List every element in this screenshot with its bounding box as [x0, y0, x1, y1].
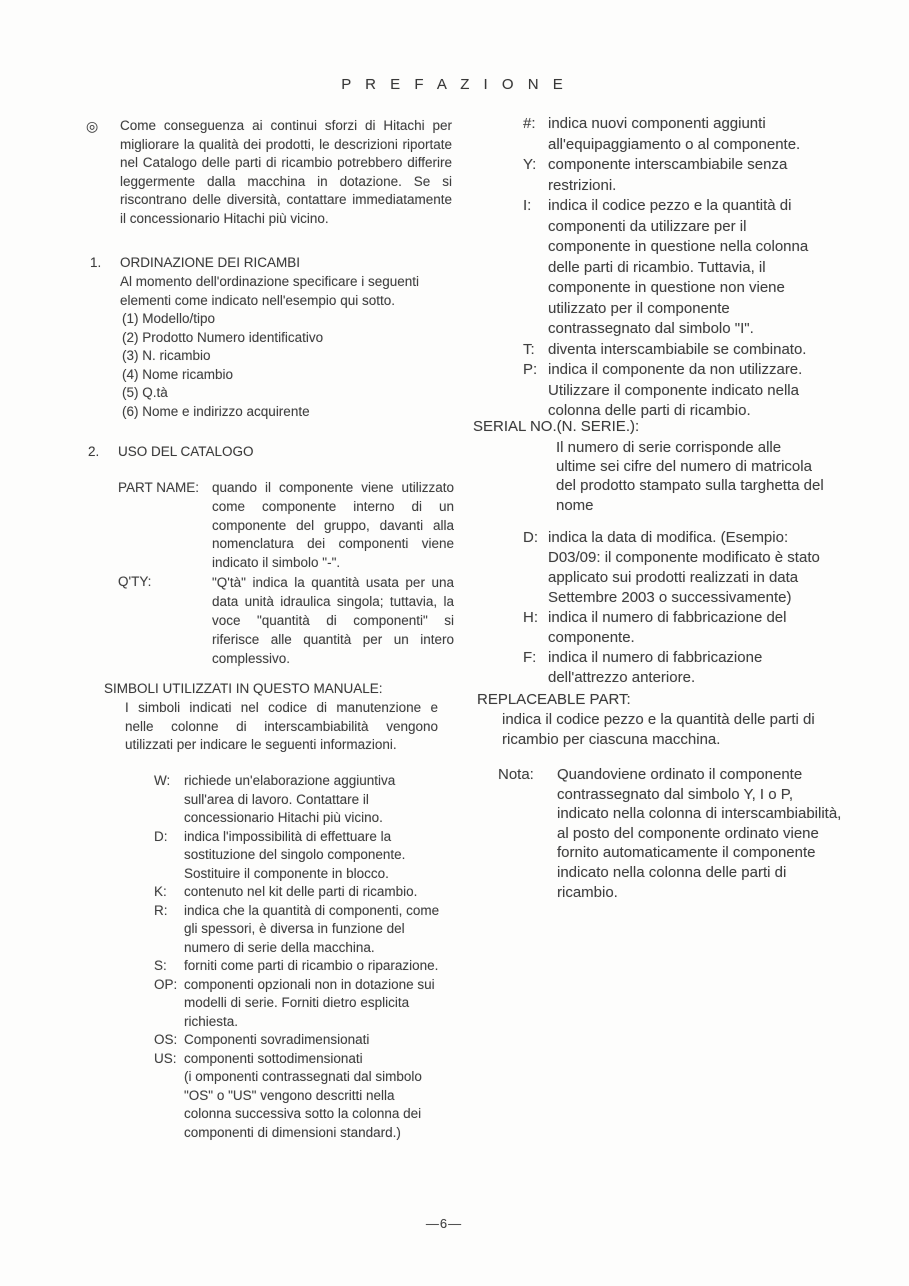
- text-line: nel Catalogo delle parti di ricambio potrebbero differire: [120, 155, 452, 170]
- text-line: indica il codice pezzo e la quantità delle parti di: [502, 711, 815, 728]
- text-line: diventa interscambiabile se combinato.: [548, 340, 807, 358]
- mark-description: [548, 114, 863, 155]
- text-line: (6) Nome e indirizzo acquirente: [122, 403, 310, 419]
- text-line: numero di serie della macchina.: [184, 939, 375, 955]
- text-line: contrassegnato dal simbolo "I".: [548, 320, 754, 337]
- text-line: (1) Modello/tipo: [122, 311, 216, 326]
- mark-entry: [523, 360, 863, 422]
- text-line: sostituzione del singolo componente.: [184, 847, 406, 862]
- symbol-label: W:: [154, 773, 171, 788]
- text-line: ricambio per ciascuna macchina.: [502, 731, 721, 748]
- symbol-description: [184, 772, 454, 828]
- text-line: indicato nella colonna delle parti di: [557, 863, 787, 881]
- text-line: delle parti di ricambio. Tuttavia, il: [548, 258, 766, 276]
- symbol-entry: [154, 902, 454, 958]
- text-line: componente in questione non viene: [548, 279, 785, 296]
- text-line: indica nuovi componenti aggiunti: [548, 115, 766, 132]
- part-name-description: [212, 479, 454, 573]
- text-line: (2) Prodotto Numero identificativo: [122, 329, 324, 345]
- text-line: colonna successiva sotto la colonna dei: [184, 1106, 422, 1121]
- text-line: componenti opzionali non in dotazione sui: [184, 976, 435, 992]
- note-label: Nota:: [498, 766, 534, 783]
- text-line: componenti da utilizzare per il: [548, 217, 747, 235]
- serial-mark-entry: [523, 528, 863, 608]
- text-line: forniti come parti di ricambio o riparazione.: [184, 958, 439, 973]
- text-line: richiesta.: [184, 1013, 239, 1029]
- symbol-entry: [154, 1031, 454, 1050]
- replaceable-part-body: [502, 710, 872, 750]
- text-line: "OS" o "US" vengono descritti nella: [184, 1087, 395, 1103]
- text-line: indicato nella colonna di interscambiabilità,: [557, 805, 842, 823]
- replaceable-part-heading: REPLACEABLE PART:: [477, 691, 631, 708]
- text-line: indica il componente da non utilizzare.: [548, 361, 803, 378]
- mark-label: #:: [523, 115, 536, 132]
- text-line: richiede un'elaborazione aggiuntiva: [184, 773, 396, 788]
- text-line: Come conseguenza ai continui sforzi di Hitachi per: [120, 118, 452, 133]
- text-line: sull'area di lavoro. Contattare il: [184, 791, 369, 807]
- text-line: data unità idraulica singola; tuttavia, la: [212, 594, 454, 609]
- section-1-body: [120, 273, 452, 310]
- text-line: quando il componente viene utilizzato: [212, 480, 454, 495]
- text-line: migliorare la qualità dei prodotti, le descrizioni riportate: [120, 136, 452, 152]
- text-line: componente.: [548, 629, 635, 646]
- text-line: Componenti sovradimensionati: [184, 1032, 370, 1047]
- mark-entry: [523, 340, 863, 361]
- mark-entry: [523, 114, 863, 155]
- text-line: indica che la quantità di componenti, come: [184, 902, 440, 918]
- text-line: (3) N. ricambio: [122, 348, 211, 364]
- text-line: il concessionario Hitachi più vicino.: [120, 210, 329, 226]
- symbol-label: S:: [154, 958, 167, 973]
- text-line: componente in questione nella colonna: [548, 238, 809, 255]
- mark-label: P:: [523, 361, 538, 378]
- text-line: componenti sottodimensionati: [184, 1050, 363, 1066]
- symbol-label: K:: [154, 884, 167, 899]
- text-line: componente del gruppo, davanti alla: [212, 517, 454, 533]
- section-2-heading: USO DEL CATALOGO: [118, 444, 254, 459]
- symbol-description: [184, 828, 454, 884]
- serial-mark-entry: [523, 648, 863, 688]
- text-line: ricambio.: [557, 883, 618, 901]
- text-line: all'equipaggiamento o al componente.: [548, 135, 801, 153]
- text-line: indica la data di modifica. (Esempio:: [548, 529, 789, 546]
- text-line: componente interscambiabile senza: [548, 156, 788, 173]
- page-number: —6—: [425, 1216, 463, 1231]
- mark-label: T:: [523, 340, 535, 358]
- text-line: concessionario Hitachi più vicino.: [184, 810, 383, 825]
- serial-mark-description: [548, 648, 863, 688]
- serial-section-heading: SERIAL NO.(N. SERIE.):: [473, 418, 640, 435]
- text-line: Al momento dell'ordinazione specificare i seguenti: [120, 274, 419, 289]
- serial-mark-description: [548, 608, 863, 648]
- symbol-label: OP:: [154, 976, 178, 992]
- text-line: contenuto nel kit delle parti di ricambio.: [184, 884, 418, 899]
- symbol-label: OS:: [154, 1032, 178, 1047]
- text-line: come componente interno di un: [212, 498, 454, 514]
- text-line: utilizzati per indicare le seguenti informazioni.: [125, 737, 397, 752]
- symbol-label: US:: [154, 1050, 177, 1066]
- text-line: Sostituire il componente in blocco.: [184, 865, 389, 881]
- text-line: indica il codice pezzo e la quantità di: [548, 197, 792, 214]
- serial-mark-label: F:: [523, 649, 537, 666]
- text-line: componenti di dimensioni standard.): [184, 1124, 401, 1140]
- text-line: modelli di serie. Forniti dietro esplicita: [184, 995, 410, 1010]
- section-1-number: 1.: [90, 255, 102, 270]
- intro-paragraph: [120, 117, 452, 228]
- intro-bullet-icon: ◎: [86, 118, 99, 134]
- symbols-list: [154, 772, 454, 1142]
- section-2-number: 2.: [88, 444, 100, 459]
- section-1-item-list: [122, 310, 454, 422]
- mark-label: I:: [523, 197, 532, 214]
- symbol-description: [184, 1050, 454, 1143]
- text-line: applicato sui prodotti realizzati in data: [548, 569, 799, 586]
- symbol-entry: [154, 883, 454, 902]
- symbol-description: [184, 1031, 454, 1050]
- text-line: (5) Q.tà: [122, 385, 168, 401]
- serial-marks-list: [523, 528, 863, 688]
- symbol-entry: [154, 828, 454, 884]
- text-line: nelle colonne di interscambiabilità vengono: [125, 718, 438, 734]
- mark-description: [548, 196, 863, 340]
- symbols-section-intro: [125, 699, 438, 755]
- text-line: Quandoviene ordinato il componente: [557, 766, 803, 783]
- mark-entry: [523, 196, 863, 340]
- text-line: (4) Nome ricambio: [122, 366, 234, 382]
- text-line: ultime sei cifre del numero di matricola: [556, 458, 812, 476]
- text-line: del prodotto stampato sulla targhetta del: [556, 477, 824, 495]
- text-line: D03/09: il componente modificato è stato: [548, 549, 820, 566]
- text-line: leggermente dalla macchina in dotazione. Se si: [120, 173, 452, 189]
- text-line: Settembre 2003 o successivamente): [548, 589, 792, 606]
- symbol-label: D:: [154, 828, 168, 844]
- text-line: indica il numero di fabbricazione: [548, 649, 763, 666]
- text-line: nome: [556, 496, 594, 514]
- mark-description: [548, 340, 863, 361]
- symbol-entry: [154, 1050, 454, 1143]
- interchangeability-marks-list: [523, 114, 863, 422]
- text-line: fornito automaticamente il componente: [557, 844, 816, 862]
- serial-mark-description: [548, 528, 863, 608]
- symbol-description: [184, 902, 454, 958]
- serial-section-body: [556, 438, 866, 515]
- mark-entry: [523, 155, 863, 196]
- text-line: colonna delle parti di ricambio.: [548, 402, 751, 419]
- section-1-heading: ORDINAZIONE DEI RICAMBI: [120, 255, 301, 270]
- text-line: indica il numero di fabbricazione del: [548, 609, 787, 626]
- text-line: "Q'tà" indica la quantità usata per una: [212, 575, 454, 590]
- note-body: [557, 765, 877, 902]
- text-line: voce "quantità di componenti" si: [212, 613, 454, 628]
- text-line: I simboli indicati nel codice di manutenzione e: [125, 700, 438, 715]
- text-line: (i omponenti contrassegnati dal simbolo: [184, 1069, 422, 1084]
- text-line: contrassegnato dal simbolo Y, I o P,: [557, 785, 793, 803]
- text-line: dell'attrezzo anteriore.: [548, 669, 696, 686]
- text-line: Il numero di serie corrisponde alle: [556, 439, 782, 456]
- mark-description: [548, 155, 863, 196]
- text-line: complessivo.: [212, 651, 291, 666]
- symbol-entry: [154, 957, 454, 976]
- symbol-entry: [154, 976, 454, 1032]
- symbol-label: R:: [154, 902, 168, 918]
- symbol-description: [184, 883, 454, 902]
- serial-mark-label: D:: [523, 529, 538, 546]
- text-line: nomenclatura dei componenti viene: [212, 536, 454, 552]
- serial-mark-entry: [523, 608, 863, 648]
- text-line: gli spessori, è diversa in funzione del: [184, 921, 405, 936]
- text-line: elementi come indicato nell'esempio qui sotto.: [120, 292, 395, 308]
- page-title: P R E F A Z I O N E: [341, 76, 568, 93]
- text-line: utilizzato per il componente: [548, 299, 730, 317]
- symbols-section-heading: SIMBOLI UTILIZZATI IN QUESTO MANUALE:: [104, 681, 383, 696]
- text-line: Utilizzare il componente indicato nella: [548, 381, 799, 399]
- text-line: indica l'impossibilità di effettuare la: [184, 828, 392, 844]
- mark-description: [548, 360, 863, 422]
- symbol-description: [184, 957, 454, 976]
- serial-mark-label: H:: [523, 609, 538, 626]
- text-line: al posto del componente ordinato viene: [557, 824, 819, 842]
- symbol-entry: [154, 772, 454, 828]
- text-line: restrizioni.: [548, 176, 617, 194]
- qty-description: [212, 573, 454, 668]
- text-line: riscontrano delle diversità, contattare immediatamente: [120, 192, 452, 207]
- text-line: indicato il simbolo "-".: [212, 555, 341, 571]
- part-name-label: PART NAME:: [118, 480, 200, 495]
- qty-label: Q'TY:: [118, 574, 152, 589]
- symbol-description: [184, 976, 454, 1032]
- text-line: riferisce alle quantità per un intero: [212, 632, 454, 647]
- mark-label: Y:: [523, 156, 537, 173]
